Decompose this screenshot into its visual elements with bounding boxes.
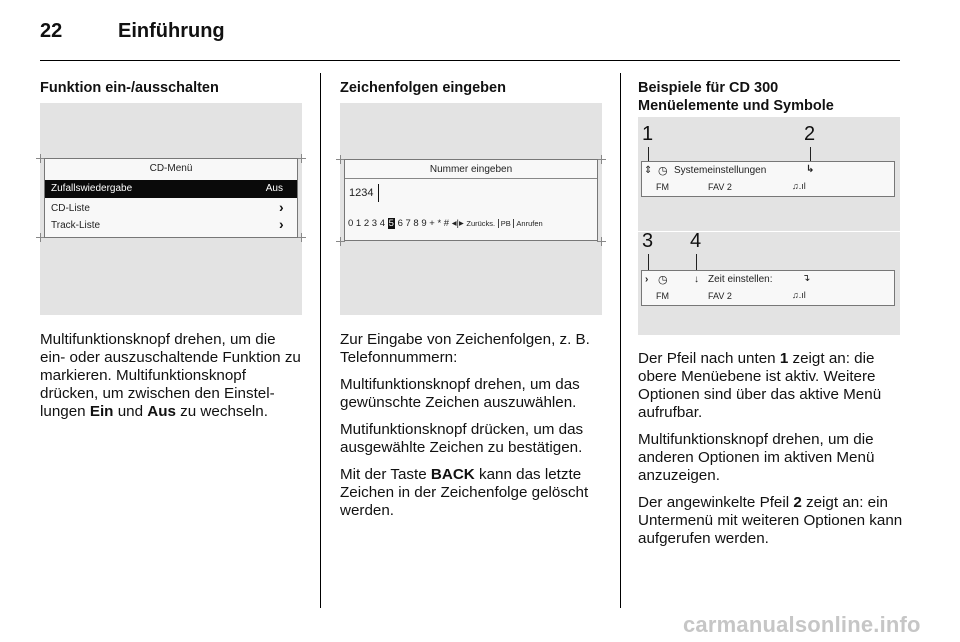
col3-p1-start: Der Pfeil nach unten	[638, 350, 780, 367]
column-divider-2	[620, 73, 621, 608]
col1-text: Multifunktionsknopf drehen, um die ein- oder auszuschaltende Funktion zu markieren. Multifunktionsknopf drücken, um zwischen den Einstellungen	[40, 331, 301, 420]
ref-2: 2	[793, 494, 802, 511]
screen-title: CD-Menü	[149, 163, 193, 174]
section-heading-toggle: Funktion ein-/ausschalten	[40, 80, 219, 96]
section-heading-symbols: Menüelemente und Symbole	[638, 98, 834, 114]
keyword-aus: Aus	[147, 403, 176, 420]
entered-number: 1234	[349, 187, 374, 199]
text-cursor	[378, 184, 379, 202]
separator	[638, 231, 900, 232]
favourites-label: FAV 2	[708, 182, 732, 192]
keyword-back: BACK	[430, 466, 475, 483]
keyword-ein: Ein	[89, 403, 114, 420]
signal-strength-icon: ♫.ıl	[792, 181, 806, 191]
time-setting-screen	[641, 270, 895, 306]
favourites-label: FAV 2	[708, 291, 732, 301]
number-input-screen	[344, 159, 598, 241]
clock-icon: ◷	[658, 165, 668, 177]
screen-title: Systemeinstellungen	[674, 165, 767, 176]
col2-p4-start: Mit der Taste	[340, 466, 431, 483]
ref-1: 1	[779, 350, 789, 367]
col3-p3-end: zeigt an: ein Untermenü mit weiteren Optionen kann aufgerufen werden.	[638, 494, 903, 547]
col2-p4-end: kann das letzte Zeichen in der Zeichenfolge gelöscht werden.	[340, 466, 589, 519]
clock-icon: ◷	[658, 274, 668, 286]
chevron-right-icon: ›	[279, 216, 284, 232]
screen-divider	[345, 178, 597, 179]
band-label: FM	[656, 182, 669, 192]
btn-back: Zurücks.	[466, 219, 496, 228]
col3-p1-end: zeigt an: die obere Menüebene ist aktiv. Weitere Optionen sind über das aktive Menü aufrufbar.	[638, 350, 882, 421]
chars-after: 6 7 8 9 + * #	[397, 218, 450, 229]
callout-3: 3	[642, 230, 654, 252]
chars-before: 0 1 2 3 4	[348, 218, 385, 229]
crop-mark	[297, 233, 306, 242]
selected-char: 5	[388, 218, 394, 229]
column-divider-1	[320, 73, 321, 608]
menu-row-random-value: Aus	[265, 183, 283, 194]
submenu-arrow-icon: ↴	[802, 273, 811, 284]
system-settings-screen	[641, 161, 895, 197]
callout-4: 4	[690, 230, 702, 252]
watermark: carmanualsonline.info	[683, 612, 921, 637]
col1-text-und: und	[113, 403, 148, 420]
section-heading-examples: Beispiele für CD 300	[638, 80, 779, 96]
screen-title: Zeit einstellen:	[708, 274, 773, 285]
menu-row-cd-list: CD-Liste	[51, 203, 90, 214]
arrow-keys-icon: ◂|▸	[451, 218, 464, 229]
crop-mark	[597, 155, 606, 164]
cd-menu-screen	[44, 158, 298, 238]
page-title: Einführung	[118, 20, 225, 42]
btn-pb: PB	[498, 219, 511, 228]
col2-p3: Mutifunktionsknopf drücken, um das ausgewählte Zeichen zu bestätigen.	[340, 421, 584, 456]
col3-p2: Multifunktionsknopf drehen, um die anderen Optionen im aktiven Menü anzuzeigen.	[638, 431, 875, 484]
right-arrow-icon: ›	[645, 274, 649, 285]
char-selector-row	[348, 218, 543, 229]
col3-body	[638, 350, 904, 557]
col2-p1: Zur Eingabe von Zeichenfolgen, z. B. Telefonnummern:	[340, 331, 590, 366]
cd-menu-illustration	[40, 103, 302, 315]
btn-call: Anrufen	[513, 219, 542, 228]
chevron-right-icon: ›	[279, 199, 284, 215]
header-rule	[40, 60, 900, 61]
crop-mark	[297, 154, 306, 163]
menu-row-track-list: Track-Liste	[51, 220, 101, 231]
submenu-arrow-icon: ↳	[806, 164, 815, 175]
callout-line	[648, 254, 649, 271]
col1-text-end: zu wechseln.	[175, 403, 268, 420]
col3-p3-start: Der angewinkelte Pfeil	[638, 494, 794, 511]
down-arrow-icon: ↓	[694, 274, 699, 285]
col1-body	[40, 331, 302, 430]
callout-2: 2	[804, 123, 816, 145]
selected-row-highlight	[45, 180, 297, 198]
signal-strength-icon: ♫.ıl	[792, 290, 806, 300]
number-input-illustration	[340, 103, 602, 315]
callout-line	[696, 254, 697, 271]
col2-p2: Multifunktionsknopf drehen, um das gewünschte Zeichen auszuwählen.	[340, 376, 580, 411]
menu-symbols-illustration	[638, 117, 900, 335]
section-heading-input: Zeichenfolgen eingeben	[340, 80, 506, 96]
col2-body	[340, 331, 602, 529]
callout-1: 1	[642, 123, 654, 145]
screen-title: Nummer eingeben	[429, 164, 513, 175]
up-down-arrow-icon: ⇕	[644, 165, 653, 176]
crop-mark	[597, 237, 606, 246]
page-number: 22	[40, 20, 63, 42]
menu-row-random: Zufallswiedergabe	[51, 183, 133, 194]
band-label: FM	[656, 291, 669, 301]
